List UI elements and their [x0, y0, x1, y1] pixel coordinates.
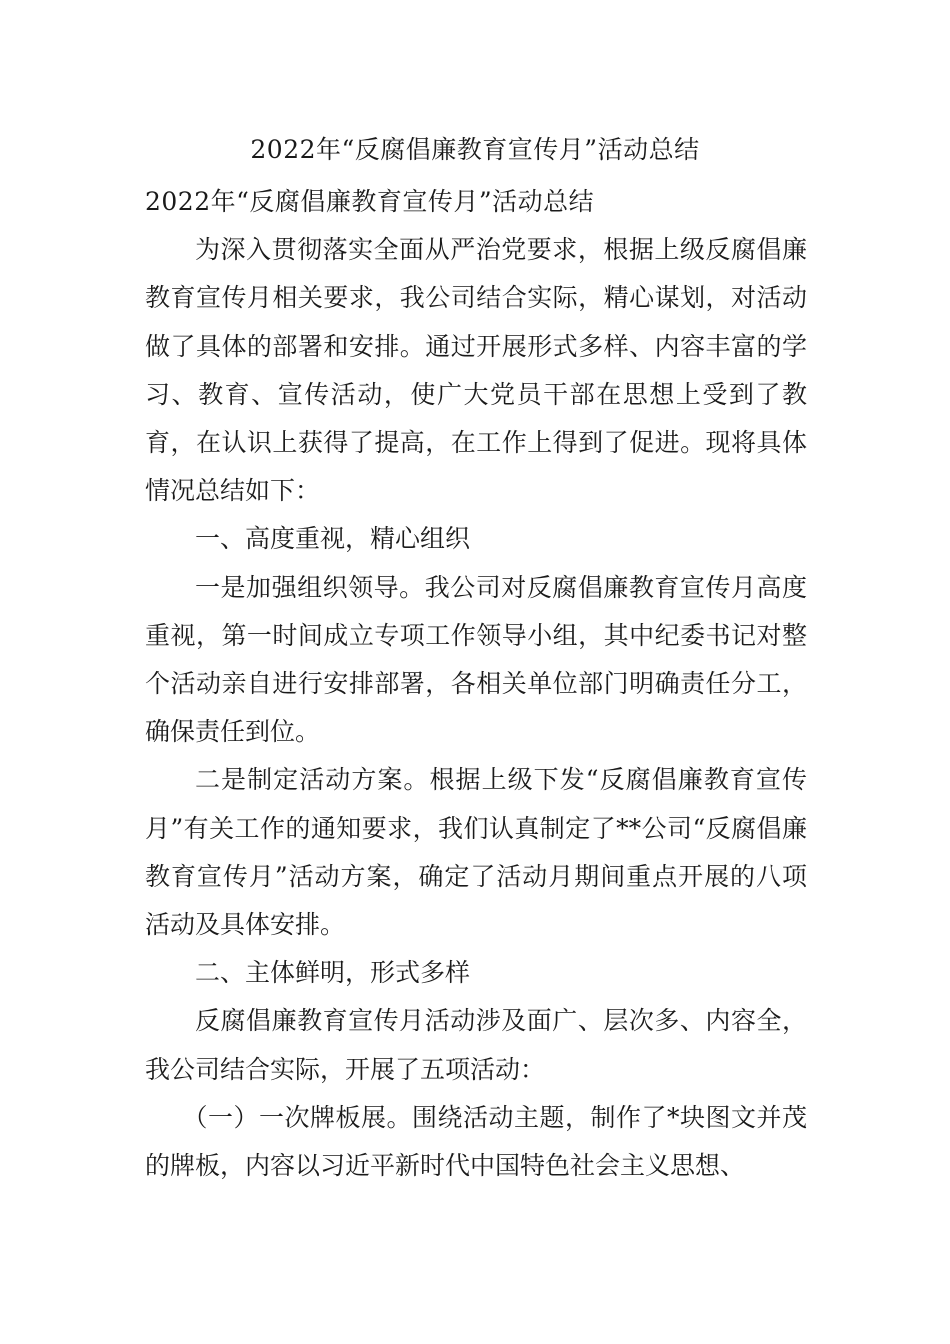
paragraph-organization: 一是加强组织领导。我公司对反腐倡廉教育宣传月高度重视，第一时间成立专项工作领导小组，其中纪委书记对整个活动亲自进行安排部署，各相关单位部门明确责任分工，确保责任到位。: [145, 572, 807, 747]
document-title: 2022年“反腐倡廉教育宣传月”活动总结: [250, 135, 700, 164]
paragraph-activities: 反腐倡廉教育宣传月活动涉及面广、层次多、内容全，我公司结合实际，开展了五项活动：: [145, 1006, 807, 1084]
paragraph-plan: 二是制定活动方案。根据上级下发“反腐倡廉教育宣传月”有关工作的通知要求，我们认真制定了**公司“反腐倡廉教育宣传月”活动方案，确定了活动月期间重点开展的八项活动及具体安排。: [145, 765, 807, 940]
document-subtitle: 2022年“反腐倡廉教育宣传月”活动总结: [145, 187, 595, 216]
paragraph-exhibition: （一）一次牌板展。围绕活动主题，制作了*块图文并茂的牌板，内容以习近平新时代中国特色社会主义思想、: [145, 1102, 807, 1181]
document-body: [145, 178, 807, 1190]
intro-paragraph: 为深入贯彻落实全面从严治党要求，根据上级反腐倡廉教育宣传月相关要求，我公司结合实际，精心谋划，对活动做了具体的部署和安排。通过开展形式多样、内容丰富的学习、教育、宣传活动，使广大党员干部在思想上受到了教育，在认识上获得了提高，在工作上得到了促进。现将具体情况总结如下：: [145, 235, 807, 506]
section-heading-1: 一、高度重视，精心组织: [195, 524, 471, 554]
section-heading-2: 二、主体鲜明，形式多样: [195, 958, 471, 988]
